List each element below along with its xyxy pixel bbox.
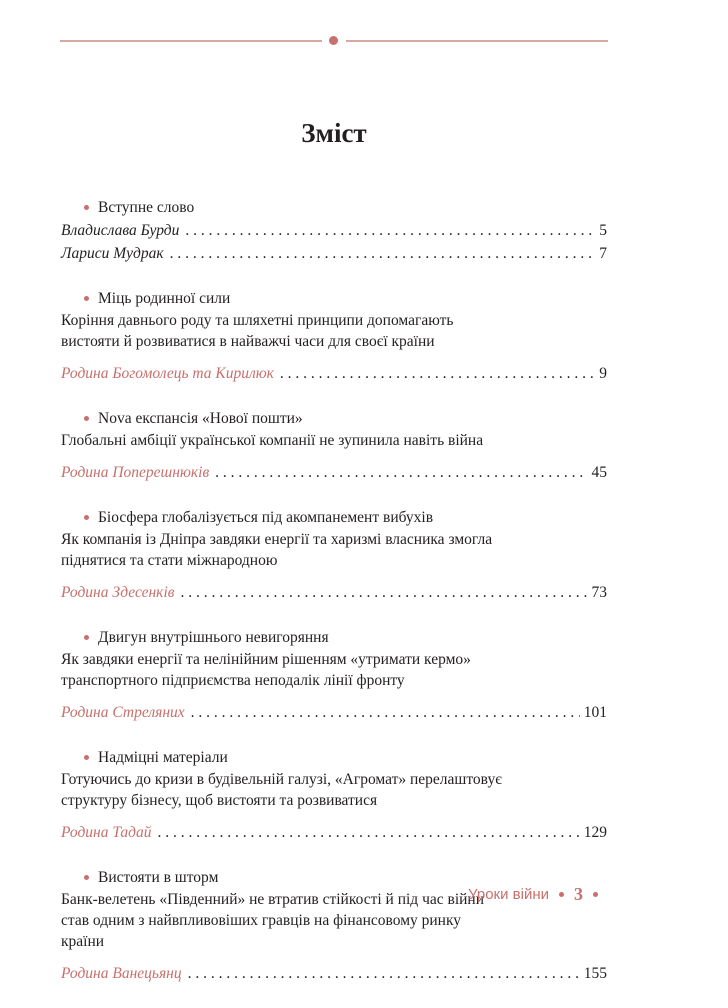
entry-author: Владислава Бурди	[61, 222, 180, 239]
section-heading	[61, 507, 607, 529]
section-heading-text: Надміцні матеріали	[98, 749, 228, 766]
entry-family: Родина Здесенків	[61, 584, 175, 601]
dot-leader	[188, 962, 580, 985]
entry-page: 101	[583, 704, 607, 721]
section-description: Глобальні амбіції української компанії не зупинила навіть війна	[61, 432, 484, 449]
entry-family: Родина Тадай	[61, 824, 152, 841]
entry-page: 45	[591, 464, 607, 481]
section-description: Готуючись до кризи в будівельній галузі, «Агромат» перелаштовує структуру бізнесу, щоб вистояти та розвиватися	[61, 771, 502, 809]
entry-page: 73	[591, 584, 607, 601]
bullet-icon	[84, 875, 89, 880]
entry-page: 9	[599, 365, 607, 382]
section-heading-text: Вступне слово	[98, 199, 195, 216]
entry-page: 129	[583, 824, 607, 841]
toc-entry[interactable]	[61, 821, 607, 844]
toc-section	[61, 507, 607, 604]
dot-leader	[158, 821, 580, 844]
dot-leader	[180, 581, 587, 604]
section-heading	[61, 627, 607, 649]
entry-page: 155	[583, 965, 607, 982]
page-number: 3	[574, 883, 583, 904]
footer-dot-icon	[593, 892, 598, 897]
book-title: Уроки війни	[468, 885, 549, 903]
entry-family: Родина Богомолець та Кирилюк	[61, 365, 274, 382]
toc-section	[61, 747, 607, 844]
entry-author: Лариси Мудрак	[61, 245, 164, 262]
page-footer	[468, 883, 608, 905]
bullet-icon	[84, 205, 89, 210]
bullet-icon	[84, 296, 89, 301]
section-description: Як компанія із Дніпра завдяки енергії та харизмі власника змогла піднятися та стати міжнародною	[61, 531, 493, 569]
rule-right	[346, 40, 608, 42]
bullet-icon	[84, 416, 89, 421]
toc-entry[interactable]	[61, 701, 607, 724]
toc-entry[interactable]	[61, 219, 607, 242]
toc-entry[interactable]	[61, 362, 607, 385]
section-heading-text: Біосфера глобалізується під акомпанемент вибухів	[98, 509, 434, 526]
entry-family: Родина Ванецьянц	[61, 965, 182, 982]
section-heading	[61, 408, 607, 430]
rule-left	[60, 40, 322, 42]
entry-page: 5	[599, 222, 607, 239]
toc-entry[interactable]	[61, 461, 607, 484]
toc-section	[61, 627, 607, 724]
section-heading	[61, 197, 607, 219]
page-title: Зміст	[301, 118, 367, 148]
bullet-icon	[84, 635, 89, 640]
dot-leader	[191, 701, 580, 724]
section-heading-text: Міць родинної сили	[98, 290, 231, 307]
dot-leader	[170, 242, 596, 265]
footer-dot-icon	[559, 892, 564, 897]
rule-dot-icon	[329, 36, 338, 45]
dot-leader	[185, 219, 595, 242]
section-heading-text: Вистояти в шторм	[98, 869, 219, 886]
toc-entry[interactable]	[61, 242, 607, 265]
section-heading-text: Двигун внутрішнього невигоряння	[98, 629, 329, 646]
section-heading	[61, 288, 607, 310]
toc-entry[interactable]	[61, 962, 607, 985]
section-heading	[61, 747, 607, 769]
section-description: Коріння давнього роду та шляхетні принципи допомагають вистояти й розвиватися в найважчі часи для своєї країни	[61, 312, 454, 350]
dot-leader	[280, 362, 595, 385]
entry-family: Родина Стреляних	[61, 704, 185, 721]
section-heading-text: Nova експансія «Нової пошти»	[98, 410, 303, 427]
toc-section	[61, 288, 607, 385]
section-description: Банк-велетень «Південний» не втратив стійкості й під час війни став одним з найвпливовіших гравців на фінансовому ринку країни	[61, 891, 485, 950]
section-description: Як завдяки енергії та нелінійним рішенням «утримати кермо» транспортного підприємства неподалік лінії фронту	[61, 651, 471, 689]
toc-section	[61, 408, 607, 484]
toc-entry[interactable]	[61, 581, 607, 604]
top-ornament-rule	[60, 40, 608, 42]
dot-leader	[215, 461, 587, 484]
entry-family: Родина Поперешнюків	[61, 464, 210, 481]
entry-page: 7	[599, 245, 607, 262]
bullet-icon	[84, 755, 89, 760]
bullet-icon	[84, 515, 89, 520]
toc-section-intro	[61, 197, 607, 265]
